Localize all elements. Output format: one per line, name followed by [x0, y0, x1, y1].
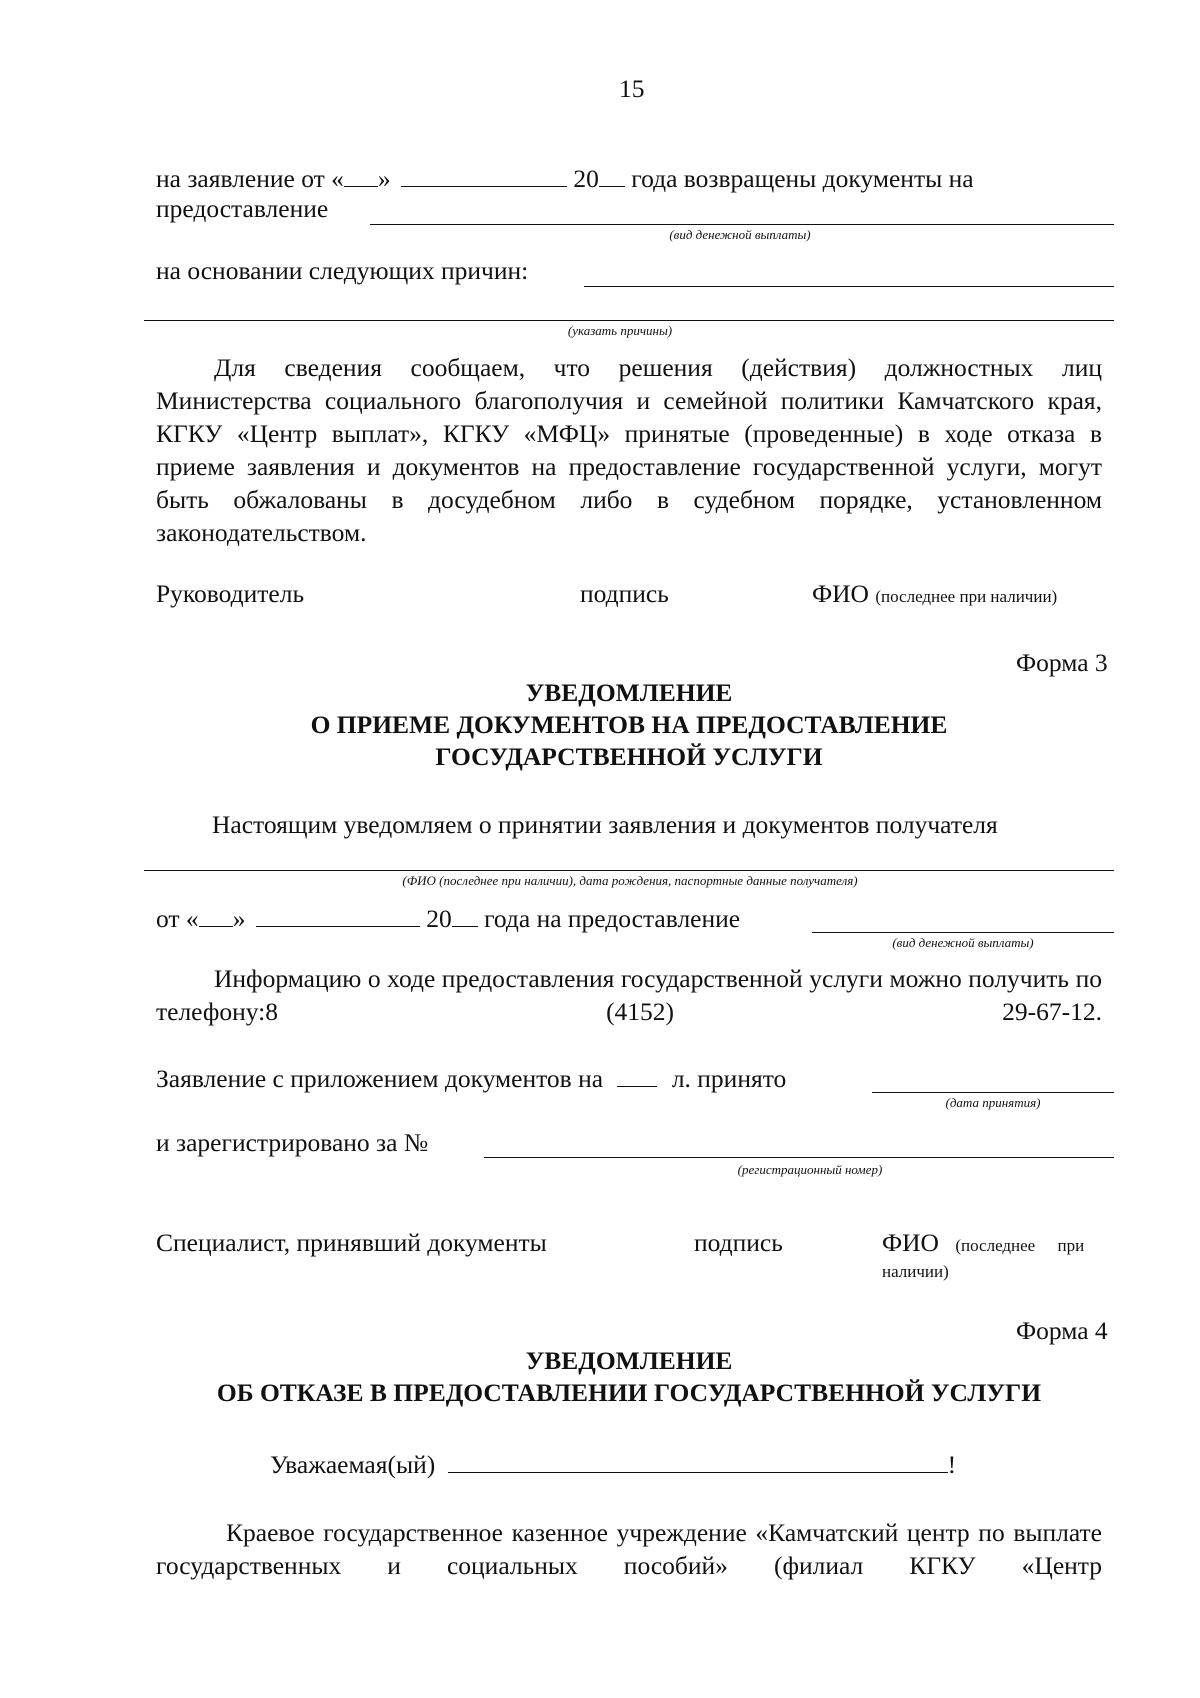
form3-payment-line[interactable] [812, 932, 1114, 933]
head-label: Руководитель [156, 579, 305, 608]
form3-date-d: года на предоставление [484, 904, 741, 933]
appeal-paragraph: Для сведения сообщаем, что решения (действия) должностных лиц Министерства социального благополучия и семейной политики Камчатского края, КГКУ «Центр выплат», КГКУ «МФЦ» принятые (проведенные) в ходе отказа в приеме заявления и документов на предоставление государственной услуги, могут быть обжалованы в досудебном либо в судебном порядке, установленном законодательством. [156, 353, 1102, 547]
reasons-line-1[interactable] [584, 286, 1114, 287]
greeting-line [270, 1448, 956, 1480]
specialist-label: Специалист, принявший документы [156, 1228, 547, 1257]
form3-year-blank[interactable] [452, 902, 478, 927]
head-fio-label: ФИО [812, 579, 869, 608]
accept-date-caption: (дата принятия) [945, 1095, 1041, 1110]
form3-title-3: ГОСУДАРСТВЕННОЙ УСЛУГИ [435, 742, 823, 771]
specialist-fio [882, 1228, 1084, 1261]
reasons-label: на основании следующих причин: [156, 256, 529, 285]
form4-title-1: УВЕДОМЛЕНИЕ [525, 1346, 733, 1375]
reg-number-line[interactable] [484, 1157, 1114, 1158]
application-b: л. принято [671, 1064, 787, 1093]
sheets-blank[interactable] [617, 1062, 657, 1087]
application-a: Заявление с приложением документов на [156, 1064, 604, 1093]
application-line [156, 1062, 786, 1094]
registered-label: и зарегистрировано за № [156, 1128, 429, 1157]
payment-type-line[interactable] [370, 224, 1114, 225]
returned-docs-line [156, 162, 974, 194]
form3-date-a: от « [156, 904, 199, 933]
recipient-line[interactable] [144, 870, 1114, 871]
payment-type-caption: (вид денежной выплаты) [669, 227, 811, 242]
returned-text-b: » [377, 164, 391, 193]
form3-date-c: 20 [426, 904, 452, 933]
specialist-fio-note-2: наличии) [882, 1262, 949, 1281]
page-number: 15 [619, 74, 645, 103]
form3-date-line [156, 902, 740, 934]
accept-date-line[interactable] [872, 1092, 1114, 1093]
returned-text-a: на заявление от « [156, 164, 344, 193]
reasons-line-2[interactable] [144, 320, 1114, 321]
form3-title-2: О ПРИЕМЕ ДОКУМЕНТОВ НА ПРЕДОСТАВЛЕНИЕ [310, 710, 948, 739]
head-signature-label: подпись [580, 579, 669, 608]
specialist-signature-label: подпись [694, 1228, 783, 1257]
form3-title-1: УВЕДОМЛЕНИЕ [525, 678, 733, 707]
addressee-blank[interactable] [448, 1448, 948, 1473]
form4-label: Форма 4 [1016, 1316, 1108, 1345]
year-blank[interactable] [599, 162, 625, 187]
head-fio-note: (последнее при наличии) [875, 587, 1058, 606]
form3-date-b: » [232, 904, 246, 933]
returned-text-d: года возвращены документы на [631, 164, 974, 193]
specialist-fio-note-1: (последнее при [955, 1236, 1085, 1255]
form3-intro: Настоящим уведомляем о принятии заявления и документов получателя [212, 810, 998, 839]
form4-title-2: ОБ ОТКАЗЕ В ПРЕДОСТАВЛЕНИИ ГОСУДАРСТВЕННОЙ УСЛУГИ [216, 1378, 1042, 1407]
reg-number-caption: (регистрационный номер) [737, 1162, 883, 1177]
recipient-caption: (ФИО (последнее при наличии), дата рождения, паспортные данные получателя) [402, 873, 858, 888]
greeting-end: ! [947, 1450, 957, 1479]
form3-day-blank[interactable] [199, 902, 233, 927]
form3-label: Форма 3 [1016, 648, 1108, 677]
specialist-fio-label: ФИО [882, 1228, 939, 1257]
provision-label: предоставление [156, 194, 329, 223]
head-fio [812, 579, 1057, 612]
form3-payment-caption: (вид денежной выплаты) [892, 935, 1034, 950]
form4-paragraph: Краевое государственное казенное учреждение «Камчатский центр по выплате государственных и социальных пособий» (филиал КГКУ «Центр [156, 1518, 1102, 1580]
greeting-label: Уважаемая(ый) [270, 1450, 436, 1479]
info-paragraph: Информацию о ходе предоставления государственной услуги можно получить по телефону:8 (4152) 29-67-12. [156, 964, 1102, 1026]
returned-text-c: 20 [573, 164, 599, 193]
day-blank[interactable] [344, 162, 378, 187]
form3-month-blank[interactable] [256, 902, 420, 927]
reasons-caption: (указать причины) [567, 323, 673, 338]
month-blank[interactable] [401, 162, 567, 187]
